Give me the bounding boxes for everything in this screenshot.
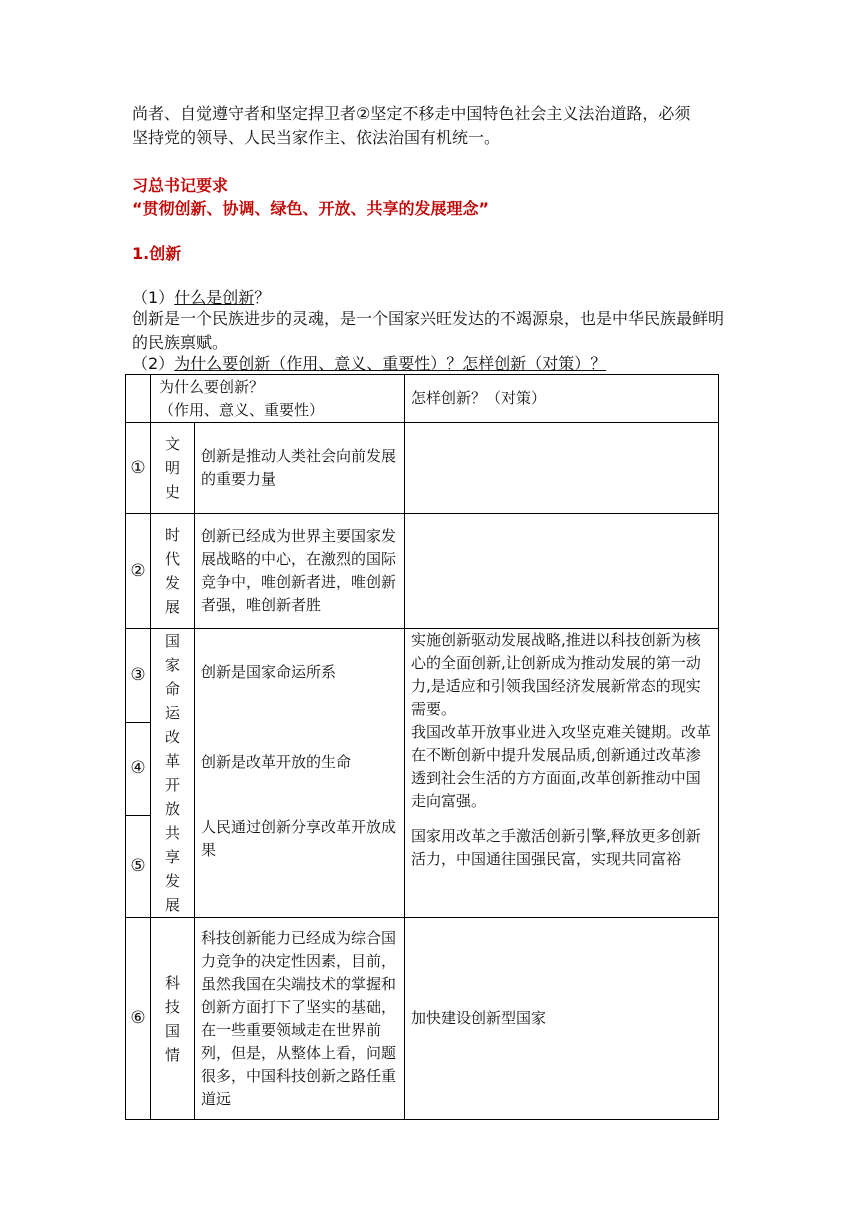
row-category [151,514,195,629]
row-number: ④ [126,722,151,816]
row-why: 创新已经成为世界主要国家发展战略的中心，在激烈的国际竞争中，唯创新者进，唯创新者强，唯创新者胜 [195,514,405,629]
header-why-line-2: （作用、意义、重要性） [159,401,325,419]
row-number: ① [126,423,151,514]
table-row [126,629,719,723]
row-why: 创新是国家命运所系 [201,663,337,681]
row-category-text: 科技国情 [164,973,180,1064]
row-category [151,423,195,514]
intro-line-1: 尚者、自觉遵守者和坚定捍卫者②坚定不移走中国特色社会主义法治道路，必须 [132,104,691,123]
row-number: ② [126,514,151,629]
intro-line-2: 坚持党的领导、人民当家作主、依法治国有机统一。 [132,128,501,147]
section-title: 1.创新 [132,244,182,263]
header-why-cell [151,375,405,423]
row-category-text: 国家命运改革开放共享发展 [164,632,180,914]
row-why: 创新是推动人类社会向前发展的重要力量 [195,423,405,514]
row-category-text: 时代发展 [164,526,180,616]
row-why: 人民通过创新分享改革开放成果 [201,818,397,859]
row-how [405,423,719,514]
header-why-line-1: 为什么要创新？ [159,378,265,396]
header-blank-cell [126,375,151,423]
row-category [151,629,195,918]
row-category-text: 文明史 [164,435,180,501]
row-why-group [195,629,405,918]
row-number: ⑥ [126,918,151,1120]
table-header-row [126,375,719,423]
innovation-table [125,374,719,1120]
row-how: 我国改革开放事业进入攻坚克难关键期。改革在不断创新中提升发展品质,创新通过改革渗透到社会生活的方方面面,改革创新推动中国走向富强。 [411,723,712,810]
table-row [126,918,719,1120]
row-how-group [405,629,719,918]
table-row [126,514,719,629]
question-1-answer: 创新是一个民族进步的灵魂，是一个国家兴旺发达的不竭源泉，也是中华民族最鲜明的民族禀赋。 [132,309,725,352]
row-how [405,514,719,629]
question-2 [132,352,732,376]
row-number: ⑤ [126,816,151,918]
row-why: 科技创新能力已经成为综合国力竞争的决定性因素，目前，虽然我国在尖端技术的掌握和创新方面打下了坚实的基础，在一些重要领域走在世界前列，但是，从整体上看，问题很多，中国科技创新之路任重道远 [195,918,405,1120]
row-how: 国家用改革之手激活创新引擎,释放更多创新活力，中国通往国强民富，实现共同富裕 [411,827,701,868]
table-row [126,423,719,514]
row-category [151,918,195,1120]
row-why: 创新是改革开放的生命 [201,753,352,771]
question-2-label: （2） [132,354,175,373]
header-how-cell: 怎样创新？（对策） [405,375,719,423]
question-2-text: 为什么要创新（作用、意义、重要性）？怎样创新（对策）？ [174,354,607,373]
row-how: 实施创新驱动发展战略,推进以科技创新为核心的全面创新,让创新成为推动发展的第一动力,是适应和引领我国经济发展新常态的现实需要。 [411,631,701,718]
heading-concept: “贯彻创新、协调、绿色、开放、共享的发展理念” [132,199,490,218]
question-1-mark: ？ [254,288,271,307]
row-number: ③ [126,629,151,723]
question-1-text: 什么是创新 [174,288,255,307]
heading-requirement: 习总书记要求 [132,176,229,195]
row-how: 加快建设创新型国家 [405,918,719,1120]
question-1-label: （1） [132,288,175,307]
